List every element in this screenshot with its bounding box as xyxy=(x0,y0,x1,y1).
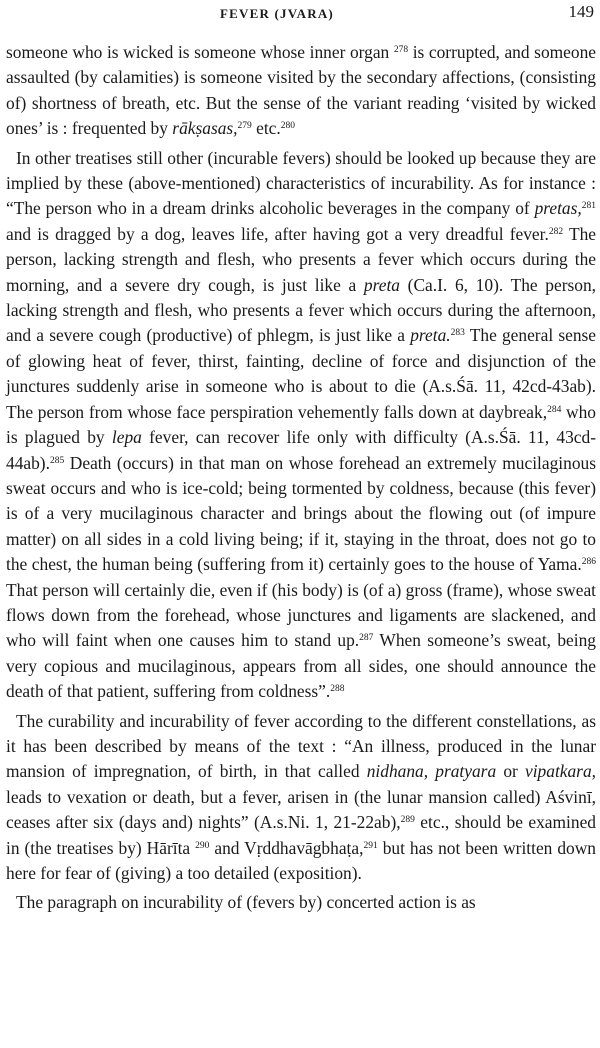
footnote-ref: 290 xyxy=(195,840,210,851)
paragraph xyxy=(6,146,596,705)
italic-term: pretas, xyxy=(534,198,582,219)
footnote-ref: 286 xyxy=(581,557,596,568)
text-run: someone who is wicked is someone whose inner organ xyxy=(6,42,394,62)
italic-term: preta. xyxy=(410,325,451,346)
paragraph xyxy=(6,40,596,142)
paragraph xyxy=(6,890,596,915)
italic-term: nidhana, pratyara xyxy=(366,761,497,782)
text-run: (Ca.I. 6, 10). The person, lacking strength and flesh, who presents a fever which occurs during the afternoon, and a severe cough (productive) of phlegm, is just like a xyxy=(6,274,597,346)
footnote-ref: 284 xyxy=(547,404,562,415)
text-run: In other treatises still other (incurable fevers) should be looked up because they are implied by these (above-mentioned) characteristics of incurability. As for instance : “The person who in a dream drinks alcoholic beverages in the company of xyxy=(6,147,596,219)
footnote-ref: 278 xyxy=(393,45,409,55)
italic-term: lepa xyxy=(111,427,142,448)
italic-term: rākṣasas, xyxy=(172,118,238,139)
running-head: FEVER (JVARA) xyxy=(220,6,334,21)
text-run: fever, can recover life only with difficulty (A.s.Śā. 11, 43cd-44ab). xyxy=(6,427,596,473)
footnote-ref: 291 xyxy=(363,840,378,851)
text-run: The paragraph on incurability of (fevers by) concerted action is as xyxy=(16,892,476,913)
page-number: 149 xyxy=(568,2,594,21)
text-run: etc. xyxy=(251,118,281,139)
body-text xyxy=(6,40,596,920)
text-run: is corrupted, and someone assaulted (by calamities) is someone visited by the secondary affections, (consisting of) shortness of breath, etc. But the sense of the variant reading ‘visited by wicked ones’ is : frequented by xyxy=(6,42,596,139)
italic-term: vipatkara, xyxy=(525,761,596,782)
text-run: When someone’s sweat, being very copious and mucilaginous, appears from all sides, one should announce the death of that patient, suffering from coldness”. xyxy=(6,630,596,702)
paragraph xyxy=(6,709,596,887)
text-run: Death (occurs) in that man on whose forehead an extremely mucilaginous sweat occurs and who is ice-cold; being tormented by coldness, because (this fever) is of a very mucilaginous character and brings about the flowing out (of impure matter) on all sides in a cold living being; if it, staying in the throat, does not go to the chest, the human being (suffering from it) certainly goes to the house of Yama. xyxy=(6,452,596,575)
text-run: That person will certainly die, even if (his body) is (of a) gross (frame), whose sweat flows down from the forehead, whose junctures and ligaments are slackened, and who will faint when one causes him to stand up. xyxy=(6,579,596,651)
footnote-ref: 279 xyxy=(237,121,252,132)
footnote-ref: 281 xyxy=(581,201,596,212)
text-run: etc., should be examined in (the treatises by) Hārīta xyxy=(6,812,596,858)
page-header xyxy=(0,2,600,28)
text-run: and is dragged by a dog, leaves life, after having got a very dreadful fever. xyxy=(6,223,549,244)
footnote-ref: 285 xyxy=(49,455,65,466)
text-run: The person, lacking strength and flesh, who presents a fever which occurs during the morning, and a severe dry cough, is just like a xyxy=(6,223,596,295)
text-run: and Vṛddhavāgbhaṭa, xyxy=(209,837,364,858)
footnote-ref: 282 xyxy=(548,226,564,237)
text-run: leads to vexation or death, but a fever, arisen in (the lunar mansion called) Aśvinī, ceases after six (days and) nights” (A.s.Ni. 1, 21-22ab), xyxy=(6,786,596,833)
text-run: The general sense of glowing heat of fever, thirst, fainting, decline of force and disjunction of the junctures suddenly arise in someone who is about to die (A.s.Śā. 11, 42cd-43ab). The person from whose face perspiration vehemently falls down at daybreak, xyxy=(6,325,596,422)
italic-term: preta xyxy=(363,274,400,295)
footnote-ref: 289 xyxy=(400,815,415,826)
text-run: The curability and incurability of fever according to the different constellations, as it has been described by means of the text : “An illness, produced in the lunar mansion of impregnation, of birth, in that called xyxy=(6,710,596,782)
footnote-ref: 287 xyxy=(359,633,374,644)
text-run: but has not been written down here for fear of (giving) a too detailed (exposition). xyxy=(6,837,597,883)
text-run: who is plagued by xyxy=(6,401,596,448)
text-run: or xyxy=(496,761,525,782)
footnote-ref: 280 xyxy=(280,121,295,132)
footnote-ref: 283 xyxy=(450,328,465,339)
footnote-ref: 288 xyxy=(330,684,345,695)
